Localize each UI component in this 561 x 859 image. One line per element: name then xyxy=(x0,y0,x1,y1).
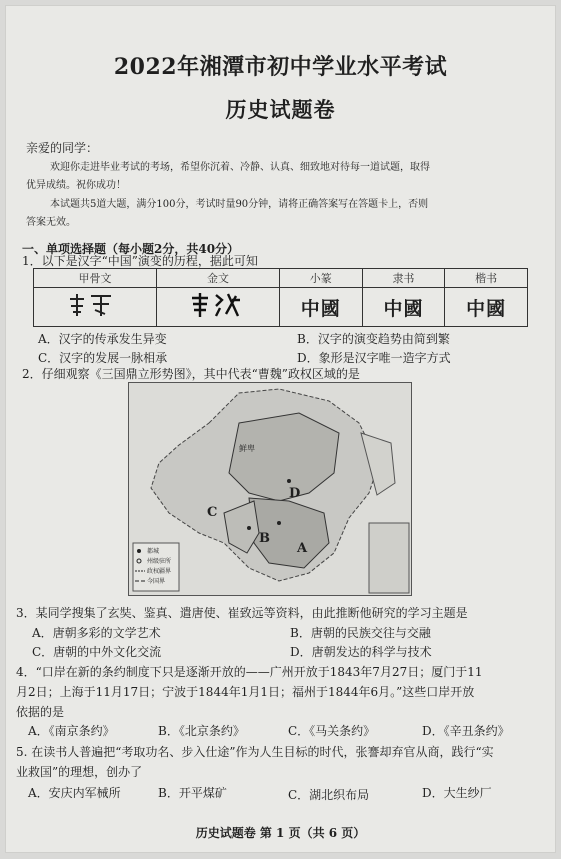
legend-prefecture: 州级驻所 xyxy=(147,558,172,565)
map-label-a: A xyxy=(297,541,308,556)
q4-option-a: A．《南京条约》 xyxy=(28,724,115,738)
q4-line-2: 月2日；上海于11月17日；宁波于1844年1月1日；福州于1844年6月。”这些口岸开放 xyxy=(16,685,475,699)
q4-option-d: D．《辛丑条约》 xyxy=(422,724,510,738)
q4-line-3: 依据的是 xyxy=(16,705,65,719)
q5-option-b: B．开平煤矿 xyxy=(158,786,227,800)
q5-line-2: 业救国”的理想，创办了 xyxy=(16,765,143,779)
q3-option-d: D．唐朝发达的科学与技术 xyxy=(290,645,432,659)
q1-option-c: C．汉字的发展一脉相承 xyxy=(38,351,168,365)
intro-line-3: 本试题共5道大题，满分100分，考试时量90分钟，请将正确答案写在答题卡上，否则 xyxy=(50,199,429,210)
exam-subtitle: 历史试题卷 xyxy=(225,97,336,122)
exam-page xyxy=(6,6,555,852)
map-label-region: 鲜卑 xyxy=(239,444,255,453)
q5-line-1: 5. 在读书人普遍把“考取功名、步入仕途”作为人生目标的时代，张謇却弃官从商，践行“实 xyxy=(16,745,494,759)
header-regular: 楷书 xyxy=(445,269,528,288)
q3-option-b: B．唐朝的民族交往与交融 xyxy=(290,626,431,640)
intro-line-2: 优异成绩。祝你成功！ xyxy=(26,180,126,191)
hanzi-evolution-table xyxy=(33,268,528,327)
glyph-clerical: 中國 xyxy=(362,288,445,327)
q1-option-a: A．汉字的传承发生异变 xyxy=(38,332,167,346)
q5-option-c: C．湖北织布局 xyxy=(288,788,370,802)
glyph-oracle-bone xyxy=(34,288,157,327)
header-oracle-bone: 甲骨文 xyxy=(34,269,157,288)
exam-title: 2022年湘潭市初中学业水平考试 xyxy=(113,54,448,80)
q3-stem: 3．某同学搜集了玄奘、鉴真、遣唐使、崔致远等资料，由此推断他研究的学习主题是 xyxy=(16,606,468,620)
intro-line-4: 答案无效。 xyxy=(26,217,76,228)
q1-option-b: B．汉字的演变趋势由简到繁 xyxy=(297,332,450,346)
map-label-c: C xyxy=(207,505,218,520)
map-label-b: B xyxy=(259,531,270,546)
intro-line-1: 欢迎你走进毕业考试的考场，希望你沉着、冷静、认真、细致地对待每一道试题，取得 xyxy=(50,162,430,173)
section-heading: 一、单项选择题（每小题2分，共40分） xyxy=(22,242,240,256)
q4-option-b: B．《北京条约》 xyxy=(158,724,245,738)
page-footer: 历史试题卷 第 1 页（共 6 页） xyxy=(195,826,366,840)
intro-greeting: 亲爱的同学： xyxy=(26,141,99,155)
glyph-bronze xyxy=(156,288,279,327)
q1-stem: 1．以下是汉字“中国”演变的历程，据此可知 xyxy=(22,254,258,268)
map-label-d: D xyxy=(289,486,301,501)
q3-option-a: A．唐朝多彩的文学艺术 xyxy=(32,626,161,640)
q1-option-d: D．象形是汉字唯一造字方式 xyxy=(297,351,451,365)
header-bronze: 金文 xyxy=(156,269,279,288)
q3-option-c: C．唐朝的中外文化交流 xyxy=(32,645,162,659)
q5-option-a: A．安庆内军械所 xyxy=(28,786,121,800)
legend-modern-border: 今国界 xyxy=(147,578,166,585)
q4-option-c: C．《马关条约》 xyxy=(288,724,376,738)
glyph-regular: 中國 xyxy=(445,288,528,327)
q4-line-1: 4．“口岸在新的条约制度下只是逐渐开放的——广州开放于1843年7月27日；厦门于11 xyxy=(16,665,483,679)
legend-capital: 都城 xyxy=(147,548,160,555)
glyph-small-seal: 中國 xyxy=(279,288,362,327)
q5-option-d: D．大生纱厂 xyxy=(422,786,492,800)
legend-regime-border: 政权疆界 xyxy=(147,568,172,575)
header-clerical: 隶书 xyxy=(362,269,445,288)
three-kingdoms-map xyxy=(128,382,412,596)
header-small-seal: 小篆 xyxy=(279,269,362,288)
q2-stem: 2．仔细观察《三国鼎立形势图》，其中代表“曹魏”政权区域的是 xyxy=(22,367,360,381)
